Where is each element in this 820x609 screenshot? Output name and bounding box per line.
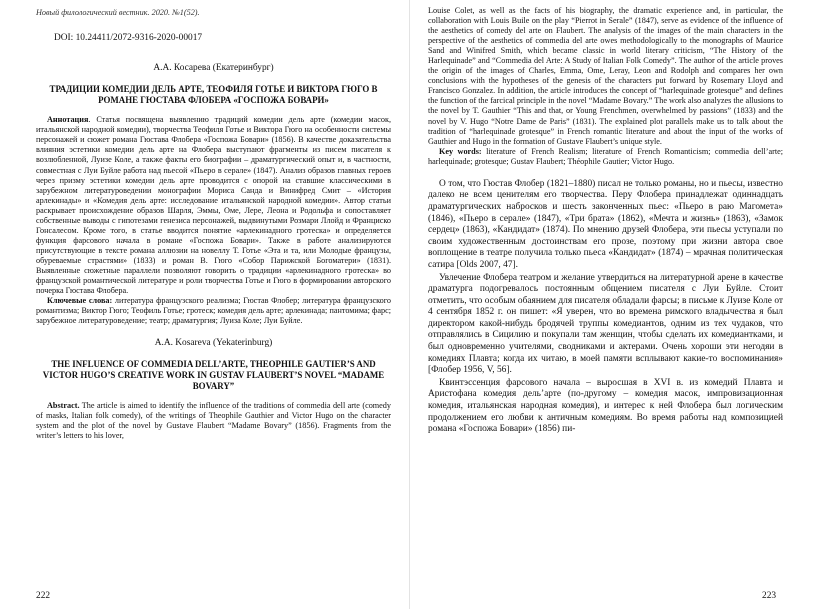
abstract-label-en: Abstract. (47, 401, 80, 411)
left-column (36, 23, 391, 441)
page-number-right: 223 (762, 591, 777, 601)
doi: DOI: 10.24411/2072-9316-2020-00017 (54, 33, 203, 43)
page-number-left: 222 (36, 591, 51, 601)
title-en: THE INFLUENCE OF COMMEDIA DELL’ARTE, THEOPHILE GAUTIER’S AND VICTOR HUGO’S CREATIVE WORK IN GUSTAV FLAUBERT’S NOVEL “MADAME BOVARY” (42, 359, 385, 391)
right-page (410, 0, 820, 609)
keywords-ru (36, 296, 391, 326)
body-paragraph: О том, что Гюстав Флобер (1821–1880) писал не только романы, но и пьесы, известно далеко не всем ценителям его творчества. Перу Флобера принадлежат одиннадцать драматургических набросков и шесть законченных пьес: «Пьеро в раю Магомета» (1846), «Пьеро в серале» (1847), «Три брата» (1862), «Мечта и жизнь» (1863), «Замок сердец» (1863), «Кандидат» (1874). По мнению друзей Флобера, эти пьесы уступали по своим художественным достоинствам его прозе, поэтому при жизни автора свое воплощение в театре получила только пьеса «Кандидат» (1874) – мрачная политическая сатира [Olds 2007, 47]. (428, 178, 783, 270)
abstract-text-ru: . Статья посвящена выявлению традиций комедии дель арте (комедии масок, итальянской народной комедии), творчества Теофиля Готье и Виктора Гюго на особенности системы персонажей и сюжет романа Гюстава Флобера «Госпожа Бовари» (1856). В качестве доказательства влияния эстетики комедии дель арте на Флобера выступают фрагменты из писем писателя к возлюбленной, Луизе Коле, а также факты его биографии – драматургический опыт и, в частности, совместная с Луи Буйле работа над пьесой «Пьеро в серале» (1847). Анализ образов главных героев через призму эстетики комедии дель арте проводится с опорой на ставшие классическими в зарубежном литературоведении монографии Мориса Санда и Винифред Смит – «История арлекинады» и «Комедия дель арте: исследование итальянской народной комедии». Автор статьи раскрывает происхождение образов Шарля, Эммы, Оме, Лере, Леона и Родольфа и сопоставляет собственные выводы с гипотезами генезиса персонажей, выдвинутыми Розмари Ллойд и Франциско Гонсалесом. Кроме того, в статье вводится понятие «арлекинадного гротеска» и определяется функция фарсового начала в романе «Госпожа Бовари». Также в работе анализируются присутствующие в тексте романа аллюзии на новеллу Т. Готье «Эта и та, или Молодые французы, обуреваемые страстями» (1833) и роман В. Гюго «Собор Парижской Богоматери» (1831). Выявленные сюжетные параллели позволяют говорить о традиции «арлекинадного гротеска» во французской романтической литературе и роли творчества Готье и Гюго в формировании авторского почерка Гюстава Флобера. (36, 115, 391, 296)
body-paragraph: Квинтэссенция фарсового начала – выросшая в XVI в. из комедий Плавта и Аристофана комедия дель’арте (по-другому – комедия масок, импровизационная комедия, итальянская народная комедия), и интерес к ней Флобера был логическим продолжением его любви к античным комедиям. Во время работы над композицией романа «Госпожа Бовари» (1856) пи- (428, 377, 783, 435)
abstract-text-en-cont: Louise Colet, as well as the facts of his biography, the dramatic experience and, in particular, the collaboration with Louis Buile on the play “Pierrot in Serale” (1847), serve as evidence of the influence of the aesthetics of comedy del arte on Flaubert. The analysis of the images of the main characters in the perspective of the aesthetics of commedia del arte owes methodologically to the monographs of Maurice Sand and Winifred Smith, which became classic in world literary criticism, “The History of the Harlequinade” and “Commedia del Arte: A Study of Italian Folk Comedy”. The author of the article proves the origin of the images of Charles, Emma, Ome, Leray, Leon and Rodolph and compares her own conclusions with the hypotheses of the genesis of the characters put forward by Rosemary Lloyd and Francisco Gonzalez. In addition, the article introduces the concept of “harlequinade grotesque” and defines the function of the farcical principle in the novel “Madame Bovary.” The work also analyzes the allusions to the novel by T. Gauthier “This and that, or Young Frenchmen, overwhelmed by passions” (1833) and the novel by V. Hugo “Notre Dame de Paris” (1831). The explained plot parallels make us to talk about the tradition of “harlequinade grotesque” in French romantic literature and about the input of the works of Gauthier and Hugo in the formation of Gustave Flaubert’s unique style. (428, 6, 783, 146)
author-en: A.A. Kosareva (Yekaterinburg) (154, 338, 273, 349)
keywords-text-ru: литература французского реализма; Гюстав Флобер; литература французского романтизма; Виктор Гюго; Теофиль Готье; гротеск; комедия дель арте; арлекинада; пантомима; фарс; зарубежное литературоведение; театр; драматургия; Луиза Коле; Луи Буйле. (36, 296, 391, 326)
running-head: Новый филологический вестник. 2020. №1(52). (36, 8, 200, 17)
author-ru: А.А. Косарева (Екатеринбург) (153, 63, 274, 74)
keywords-label-en: Key words: (439, 146, 482, 156)
keywords-en (428, 147, 783, 167)
abstract-ru (36, 115, 391, 296)
body-paragraph: Увлечение Флобера театром и желание утвердиться на литературной арене в качестве драматурга подогревалось постоянным общением писателя с Луи Буйле. Стоит отметить, что особым обаянием для писателя обладали фарсы; в письме к Луизе Коле от 4 сентября 1852 г. он пишет: «Я уверен, что во времена римского владычества я был директором какой-нибудь бродячей труппы комедиантов, одним из тех чудаков, что отправлялись в Сицилию и покупали там женщин, чтобы сделать их комедиантками, и был одновременно учителями, сводниками и актерами. Очень хороши эти негодяи в комедиях Плавта; когда их читаю, в моей памяти всплывают какие-то воспоминания» [Флобер 1956, V, 56]. (428, 272, 783, 376)
article-body-ru (428, 179, 783, 436)
keywords-label-ru: Ключевые слова: (47, 296, 113, 306)
abstract-en (36, 401, 391, 441)
right-column (428, 6, 783, 436)
abstract-label-ru: Аннотация (47, 115, 89, 125)
title-ru: ТРАДИЦИИ КОМЕДИИ ДЕЛЬ АРТЕ, ТЕОФИЛЯ ГОТЬЕ И ВИКТОРА ГЮГО В РОМАНЕ ГЮСТАВА ФЛОБЕРА «ГОСПОЖА БОВАРИ» (49, 84, 378, 105)
abstract-text-en-start: The article is aimed to identify the influence of the traditions of commedia dell arte (comedy of masks, Italian folk comedy), of the writings of Theophile Gauthier and Victor Hugo on the character system and the plot of the novel by Gustave Flaubert “Madame Bovary” (1856). Fragments from the writer’s letters to his lover, (36, 401, 391, 441)
keywords-text-en: literature of French Realism; literature of French Romanticism; commedia dell’arte; harlequinade; grotesque; Gustav Flaubert; Théophile Gautier; Victor Hugo. (428, 146, 784, 166)
